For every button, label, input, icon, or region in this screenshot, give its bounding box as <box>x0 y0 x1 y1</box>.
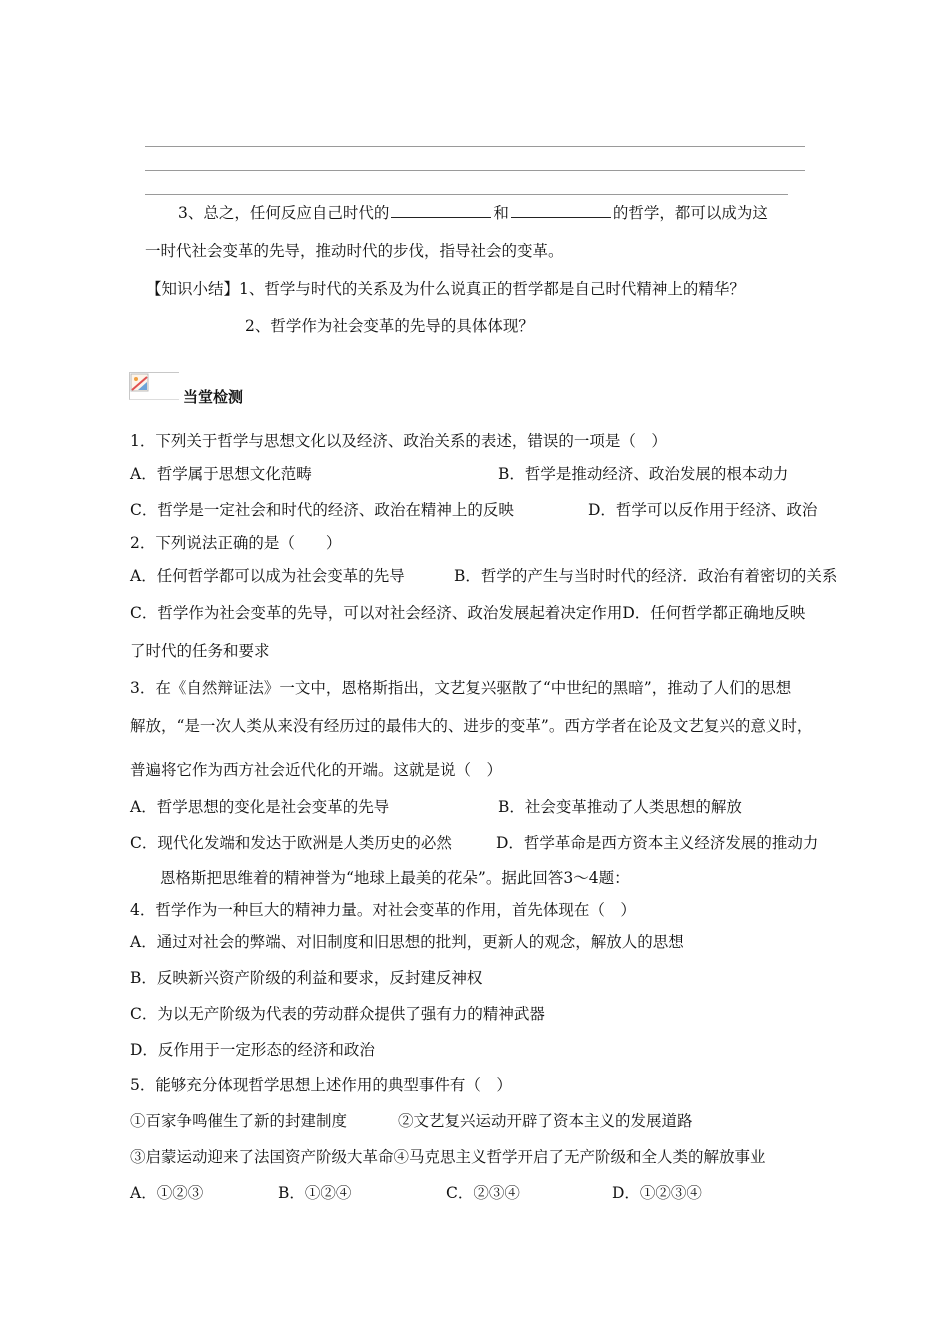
item3-mid: 和 <box>493 204 509 222</box>
q5-items-3-4: ③启蒙运动迎来了法国资产阶级大革命④马克思主义哲学开启了无产阶级和全人类的解放事业 <box>130 1148 766 1166</box>
blank-2[interactable] <box>511 203 611 218</box>
q3-option-b: B．社会变革推动了人类思想的解放 <box>498 798 742 816</box>
summary-line-2: 2、哲学作为社会变革的先导的具体体现？ <box>245 317 534 335</box>
q5-item-1: ①百家争鸣催生了新的封建制度 <box>130 1112 348 1130</box>
item3-continuation: 一时代社会变革的先导，推动时代的步伐，指导社会的变革。 <box>145 242 564 260</box>
blank-1[interactable] <box>391 203 491 218</box>
q1-stem: 1．下列关于哲学与思想文化以及经济、政治关系的表述，错误的一项是（ ） <box>130 432 667 450</box>
q3-stem-1: 3．在《自然辩证法》一文中，恩格斯指出，文艺复兴驱散了“中世纪的黑暗”，推动了人们的思想 <box>130 679 792 697</box>
q34-intro: 恩格斯把思维着的精神誉为“地球上最美的花朵”。据此回答3～4题： <box>160 869 630 887</box>
q3-option-a: A．哲学思想的变化是社会变革的先导 <box>130 798 390 816</box>
q3-option-c: C．现代化发端和发达于欧洲是人类历史的必然 <box>130 834 452 852</box>
section-title: 当堂检测 <box>183 388 244 406</box>
q2-option-c: C．哲学作为社会变革的先导，可以对社会经济、政治发展起着决定作用D．任何哲学都正确地反映 <box>130 604 806 622</box>
answer-line-2 <box>145 170 805 171</box>
q5-stem: 5．能够充分体现哲学思想上述作用的典型事件有（ ） <box>130 1076 512 1094</box>
q5-option-b: B．①②④ <box>278 1184 352 1202</box>
q5-item-2: ②文艺复兴运动开辟了资本主义的发展道路 <box>398 1112 693 1130</box>
q4-stem: 4．哲学作为一种巨大的精神力量。对社会变革的作用，首先体现在（ ） <box>130 901 636 919</box>
q5-option-d: D．①②③④ <box>612 1184 702 1202</box>
q3-option-d: D．哲学革命是西方资本主义经济发展的推动力 <box>496 834 819 852</box>
q4-option-c: C．为以无产阶级为代表的劳动群众提供了强有力的精神武器 <box>130 1005 545 1023</box>
answer-line-3 <box>145 194 788 195</box>
q4-option-a: A．通过对社会的弊端、对旧制度和旧思想的批判，更新人的观念，解放人的思想 <box>130 933 684 951</box>
q3-stem-2: 解放，“是一次人类从来没有经历过的最伟大的、进步的变革”。西方学者在论及文艺复兴的意义时， <box>130 717 813 735</box>
q5-option-c: C．②③④ <box>446 1184 520 1202</box>
image-placeholder-icon <box>129 372 179 400</box>
item3-prefix: 3、总之，任何反应自己时代的 <box>178 204 390 222</box>
answer-line-1 <box>145 146 805 147</box>
summary-line-1: 【知识小结】1、哲学与时代的关系及为什么说真正的哲学都是自己时代精神上的精华？ <box>146 280 745 298</box>
item3-line <box>178 203 768 223</box>
q2-option-a: A．任何哲学都可以成为社会变革的先导 <box>130 567 405 585</box>
q2-option-b: B．哲学的产生与当时时代的经济．政治有着密切的关系 <box>454 567 838 585</box>
q1-option-b: B．哲学是推动经济、政治发展的根本动力 <box>498 465 789 483</box>
item3-suffix: 的哲学，都可以成为这 <box>612 204 768 222</box>
q4-option-d: D．反作用于一定形态的经济和政治 <box>130 1041 375 1059</box>
q2-stem: 2．下列说法正确的是（ ） <box>130 534 342 552</box>
q1-option-a: A．哲学属于思想文化范畴 <box>130 465 312 483</box>
q4-option-b: B．反映新兴资产阶级的利益和要求，反封建反神权 <box>130 969 483 987</box>
q1-option-d: D．哲学可以反作用于经济、政治 <box>588 501 818 519</box>
q5-option-a: A．①②③ <box>130 1184 204 1202</box>
q2-option-d-cont: 了时代的任务和要求 <box>130 642 270 660</box>
q1-option-c: C．哲学是一定社会和时代的经济、政治在精神上的反映 <box>130 501 514 519</box>
q3-stem-3: 普遍将它作为西方社会近代化的开端。这就是说（ ） <box>130 761 503 779</box>
